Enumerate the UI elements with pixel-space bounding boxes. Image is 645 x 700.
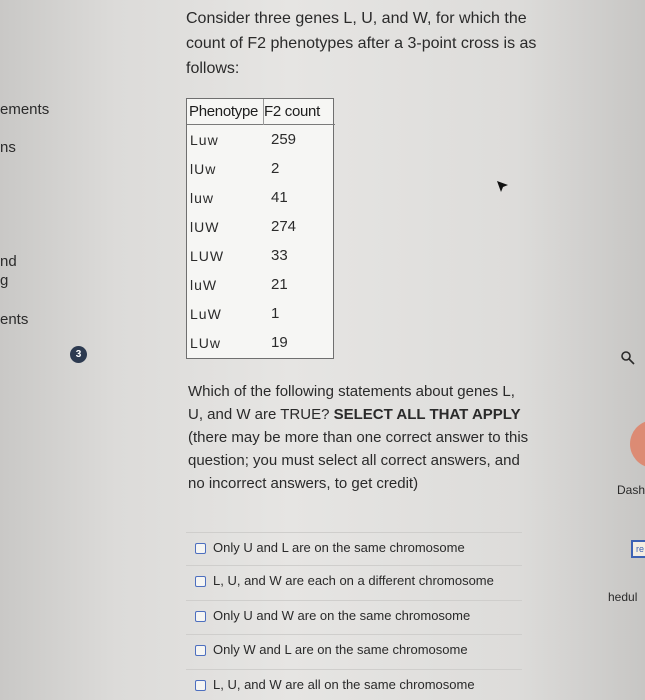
table-row: [187, 185, 335, 214]
checkbox[interactable]: [195, 680, 206, 691]
option-label[interactable]: Only U and L are on the same chromosome: [213, 540, 465, 555]
left-sidebar: [0, 0, 60, 700]
count-cell: 2: [271, 160, 280, 177]
option-label[interactable]: L, U, and W are all on the same chromosome: [213, 677, 475, 692]
checkbox[interactable]: [195, 645, 206, 656]
answer-option[interactable]: [186, 565, 522, 595]
count-cell: 41: [271, 189, 288, 206]
table-row: [187, 301, 335, 330]
option-label[interactable]: L, U, and W are each on a different chromosome: [213, 573, 494, 588]
count-cell: 259: [271, 131, 297, 148]
notification-tab[interactable]: [630, 420, 645, 468]
question-number-badge: 3: [70, 346, 87, 363]
sidebar-item-nd[interactable]: nd: [0, 253, 17, 270]
phenotype-cell: LuW: [190, 306, 222, 322]
table-row: [187, 214, 335, 243]
sidebar-item-elements[interactable]: ements: [0, 101, 50, 118]
answer-option[interactable]: [186, 600, 522, 630]
count-cell: 274: [271, 218, 297, 235]
table-row: [187, 330, 335, 359]
table-row: [187, 127, 335, 156]
header-phenotype: Phenotype: [189, 103, 259, 120]
right-sidebar: [600, 0, 645, 700]
sidebar-item-g[interactable]: g: [0, 272, 9, 289]
count-cell: 19: [271, 334, 288, 351]
question-text: Which of the following statements about genes L, U, and W are TRUE?: [188, 383, 515, 423]
sidebar-item-ents[interactable]: ents: [0, 311, 29, 328]
phenotype-cell: LUW: [190, 248, 225, 264]
checkbox[interactable]: [195, 611, 206, 622]
sidebar-item-ns[interactable]: ns: [0, 139, 16, 156]
table-row: [187, 243, 335, 272]
phenotype-cell: LUw: [190, 335, 222, 351]
checkbox[interactable]: [195, 543, 206, 554]
table-row: [187, 272, 335, 301]
phenotype-cell: luW: [190, 277, 218, 293]
answer-option[interactable]: [186, 634, 522, 664]
mouse-cursor-icon: [496, 180, 510, 194]
phenotype-cell: lUW: [190, 219, 220, 235]
count-cell: 33: [271, 247, 288, 264]
question-note: (there may be more than one correct answer to this question; you must select all correct answers, and no incorrect answers, to get credit): [188, 429, 529, 492]
phenotype-cell: luw: [190, 190, 215, 206]
search-icon[interactable]: [620, 350, 636, 366]
count-cell: 1: [271, 305, 280, 322]
checkbox[interactable]: [195, 576, 206, 587]
calendar-icon[interactable]: re: [631, 540, 645, 558]
option-label[interactable]: Only W and L are on the same chromosome: [213, 642, 468, 657]
question-prompt: [188, 380, 533, 495]
option-label[interactable]: Only U and W are on the same chromosome: [213, 608, 471, 623]
header-count: F2 count: [264, 103, 320, 120]
phenotype-table: [186, 98, 334, 359]
phenotype-cell: Luw: [190, 132, 219, 148]
answer-option[interactable]: [186, 532, 522, 562]
phenotype-cell: lUw: [190, 161, 217, 177]
question-intro: Consider three genes L, U, and W, for which the count of F2 phenotypes after a 3-point cross is as follows:: [186, 10, 537, 77]
dashboard-link[interactable]: Dash: [617, 483, 645, 497]
schedule-link[interactable]: hedul: [608, 590, 638, 604]
count-cell: 21: [271, 276, 288, 293]
table-header: [187, 99, 335, 125]
table-row: [187, 156, 335, 185]
answer-option[interactable]: [186, 669, 522, 699]
select-all-instruction: SELECT ALL THAT APPLY: [333, 406, 521, 423]
